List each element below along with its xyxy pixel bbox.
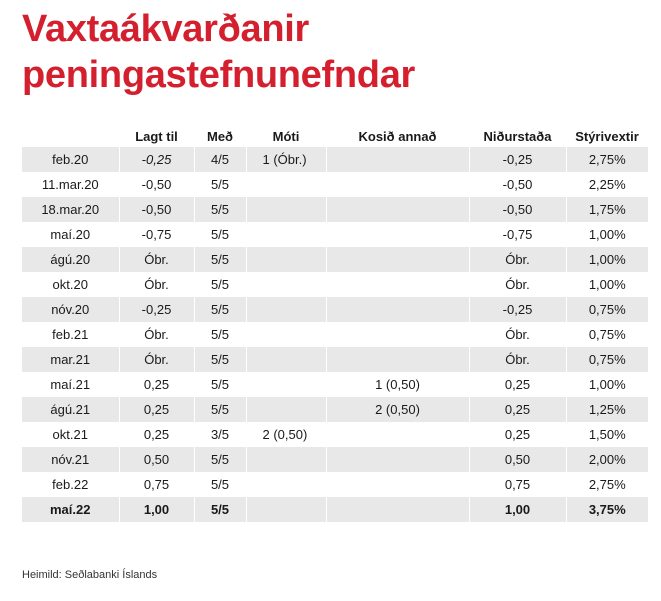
cell-voted-other (326, 247, 469, 272)
cell-for: 5/5 (194, 472, 246, 497)
cell-policy-rate: 0,75% (566, 347, 648, 372)
cell-proposed: 0,50 (119, 447, 194, 472)
cell-result: 0,50 (469, 447, 566, 472)
title-line-2: peningastefnunefndar (22, 54, 416, 96)
header-proposed: Lagt til (135, 128, 178, 144)
cell-proposed: -0,50 (119, 172, 194, 197)
cell-policy-rate: 1,00% (588, 377, 626, 392)
cell-proposed: Óbr. (119, 247, 194, 272)
cell-proposed: 1,00 (119, 497, 194, 522)
cell-policy-rate: 1,50% (588, 427, 626, 442)
cell-voted-other: 2 (0,50) (326, 397, 469, 422)
cell-policy-rate: 2,00% (566, 447, 648, 472)
cell-proposed: 0,75 (119, 472, 194, 497)
cell-voted-other (326, 322, 469, 347)
cell-for: 5/5 (194, 272, 246, 297)
cell-date: 18.mar.20 (22, 197, 119, 222)
cell-against (246, 297, 326, 322)
cell-date: maí.22 (22, 497, 119, 522)
cell-voted-other (326, 272, 469, 297)
cell-policy-rate: 1,00% (588, 277, 626, 292)
cell-result: Óbr. (469, 272, 566, 297)
cell-policy-rate: 3,75% (566, 497, 648, 522)
cell-proposed: -0,75 (119, 222, 194, 247)
table-row (22, 222, 648, 247)
cell-for: 3/5 (194, 422, 246, 447)
cell-policy-rate: 1,75% (566, 197, 648, 222)
title-line-1: Vaxtaákvarðanir (22, 8, 310, 50)
cell-against: 1 (Óbr.) (246, 147, 326, 172)
header-date (22, 125, 119, 147)
cell-voted-other (326, 497, 469, 522)
cell-policy-rate: 1,00% (566, 247, 648, 272)
rate-decisions-table (22, 125, 648, 522)
cell-for: 4/5 (194, 147, 246, 172)
cell-against (246, 322, 326, 347)
cell-for: 5/5 (194, 372, 246, 397)
cell-voted-other (326, 422, 469, 447)
table-row (22, 347, 648, 372)
table-row (22, 147, 648, 172)
table-row (22, 497, 648, 522)
cell-date: ágú.21 (22, 397, 119, 422)
cell-proposed: 0,25 (119, 422, 194, 447)
header-for: Með (207, 128, 233, 144)
header-voted-other: Kosið annað (358, 128, 437, 144)
cell-voted-other (326, 472, 469, 497)
cell-for: 5/5 (194, 497, 246, 522)
cell-proposed: 0,25 (119, 372, 194, 397)
cell-result: Óbr. (469, 247, 566, 272)
cell-policy-rate: 2,75% (566, 147, 648, 172)
cell-proposed: Óbr. (119, 322, 194, 347)
cell-result: -0,50 (469, 172, 566, 197)
cell-for: 5/5 (194, 197, 246, 222)
cell-date: okt.20 (22, 272, 119, 297)
cell-policy-rate: 1,25% (566, 397, 648, 422)
table-row (22, 422, 648, 447)
cell-for: 5/5 (194, 247, 246, 272)
cell-proposed: -0,50 (119, 197, 194, 222)
table-row (22, 322, 648, 347)
cell-date: maí.21 (22, 372, 119, 397)
cell-date: 11.mar.20 (22, 172, 119, 197)
cell-against (246, 247, 326, 272)
cell-result: Óbr. (469, 347, 566, 372)
cell-date: feb.22 (22, 472, 119, 497)
cell-date: mar.21 (22, 347, 119, 372)
cell-for: 5/5 (194, 222, 246, 247)
header-result: Niðurstaða (483, 128, 552, 144)
cell-result: 0,25 (469, 422, 566, 447)
cell-result: 0,25 (469, 397, 566, 422)
cell-proposed: -0,25 (119, 297, 194, 322)
cell-policy-rate: 0,75% (588, 327, 626, 342)
cell-against (246, 347, 326, 372)
cell-date: ágú.20 (22, 247, 119, 272)
cell-date: nóv.21 (22, 447, 119, 472)
cell-against (246, 222, 326, 247)
cell-policy-rate: 2,25% (588, 177, 626, 192)
cell-result: -0,25 (469, 297, 566, 322)
cell-against (246, 497, 326, 522)
cell-result: 0,25 (469, 372, 566, 397)
source-note: Heimild: Seðlabanki Íslands (22, 569, 158, 581)
cell-voted-other (326, 447, 469, 472)
table-row (22, 247, 648, 272)
cell-for: 5/5 (194, 347, 246, 372)
cell-for: 5/5 (194, 297, 246, 322)
cell-proposed: Óbr. (119, 347, 194, 372)
table-row (22, 397, 648, 422)
cell-voted-other (326, 147, 469, 172)
cell-result: -0,25 (469, 147, 566, 172)
cell-against (246, 197, 326, 222)
cell-voted-other (326, 172, 469, 197)
cell-against: 2 (0,50) (246, 422, 326, 447)
cell-result: -0,75 (469, 222, 566, 247)
cell-for: 5/5 (194, 447, 246, 472)
cell-policy-rate: 2,75% (588, 477, 626, 492)
cell-for: 5/5 (194, 397, 246, 422)
cell-for: 5/5 (194, 322, 246, 347)
table-row (22, 472, 648, 497)
table-row (22, 272, 648, 297)
cell-against (246, 472, 326, 497)
cell-voted-other (326, 297, 469, 322)
cell-voted-other (326, 197, 469, 222)
table-header-row (22, 125, 648, 147)
table-row (22, 447, 648, 472)
table-row (22, 297, 648, 322)
table-row (22, 372, 648, 397)
cell-proposed: -0,25 (119, 147, 194, 172)
cell-date: feb.21 (22, 322, 119, 347)
cell-date: okt.21 (22, 422, 119, 447)
cell-voted-other (326, 347, 469, 372)
cell-date: feb.20 (22, 147, 119, 172)
cell-date: nóv.20 (22, 297, 119, 322)
cell-result: Óbr. (469, 322, 566, 347)
cell-against (246, 397, 326, 422)
cell-voted-other (326, 222, 469, 247)
table-row (22, 197, 648, 222)
cell-result: 0,75 (469, 472, 566, 497)
cell-against (246, 172, 326, 197)
page-title (22, 6, 415, 98)
cell-policy-rate: 0,75% (566, 297, 648, 322)
cell-for: 5/5 (194, 172, 246, 197)
cell-policy-rate: 1,00% (588, 227, 626, 242)
cell-against (246, 272, 326, 297)
cell-result: -0,50 (469, 197, 566, 222)
cell-proposed: 0,25 (119, 397, 194, 422)
cell-against (246, 372, 326, 397)
cell-date: maí.20 (22, 222, 119, 247)
header-policy-rate: Stýrivextir (575, 128, 639, 144)
cell-result: 1,00 (469, 497, 566, 522)
header-against: Móti (272, 128, 300, 144)
cell-proposed: Óbr. (119, 272, 194, 297)
cell-voted-other: 1 (0,50) (326, 372, 469, 397)
cell-against (246, 447, 326, 472)
table-row (22, 172, 648, 197)
